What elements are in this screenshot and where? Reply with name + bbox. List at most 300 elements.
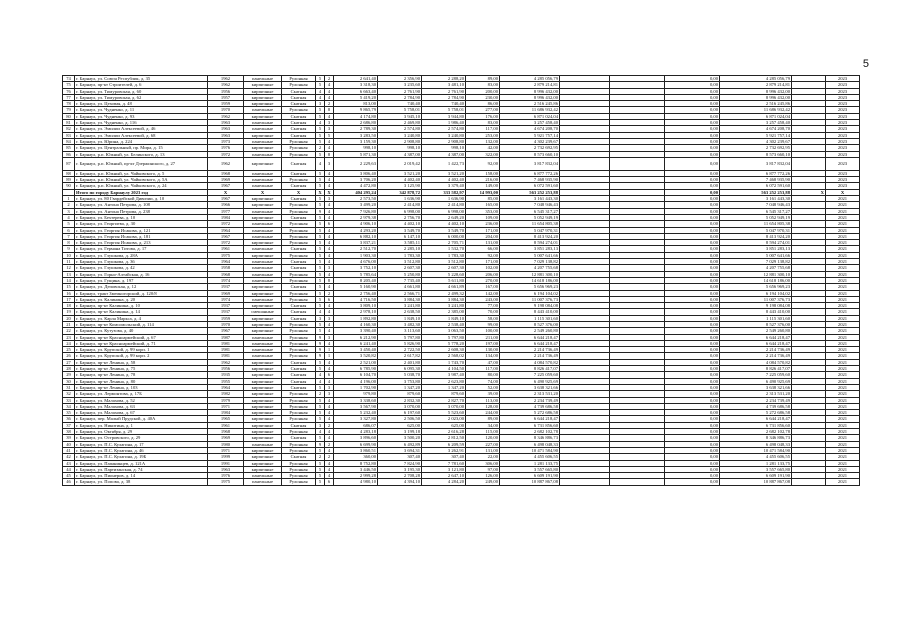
table-cell: 2023 — [826, 113, 860, 119]
table-cell: 3 837,21 — [334, 240, 378, 246]
table-cell: г. Барнаул, ул. Германа Титова, д. 17 — [75, 246, 208, 252]
table-cell: Итого по городу Барнаулу 2023 год — [75, 189, 208, 195]
table-cell: 6 998,00 — [378, 208, 422, 214]
table-cell: г. Барнаул, ул. Малахова, д. 52 — [75, 397, 208, 403]
table-cell: 6 000,00 — [422, 233, 466, 239]
table-cell: 2021 — [826, 196, 860, 202]
table-cell: 0,00 — [665, 372, 720, 378]
table-cell: 2 538,40 — [422, 321, 466, 327]
table-cell: 1 115 301,60 — [720, 315, 792, 321]
table-cell: 6 241,40 — [334, 340, 378, 346]
table-cell: 15 — [63, 284, 75, 290]
table-cell: 1964 — [208, 227, 244, 233]
table-cell: 4 084 570,82 — [500, 359, 560, 365]
table-cell: 6 — [63, 227, 75, 233]
table-cell: 2 978,10 — [334, 309, 378, 315]
table-cell: 4 — [316, 309, 325, 315]
table-cell: 6 072 591,60 — [500, 183, 560, 189]
table-cell: 5 — [316, 151, 325, 157]
table-cell: 1 422,73 — [422, 157, 466, 170]
table-cell: 2 214 736,49 — [500, 347, 560, 353]
table-cell: 7 735,40 — [378, 277, 422, 283]
table-cell: 5 523,60 — [422, 410, 466, 416]
table-cell: г. Барнаул, пр-кт Ленина, д. 75 — [75, 366, 208, 372]
table-cell: 3 235,60 — [378, 82, 422, 88]
table-cell: 1957 — [208, 94, 244, 100]
table-cell: г. Барнаул, ул. Чудненко, д. 116 — [75, 120, 208, 126]
table-cell: 81 — [63, 120, 75, 126]
table-cell: 1 115 301,60 — [500, 315, 560, 321]
table-cell: 5 921 757,14 — [500, 132, 560, 138]
table-cell: 3 257 458,40 — [720, 120, 792, 126]
table-cell: 6 498 048,33 — [720, 441, 792, 447]
table-cell: кирпичные — [244, 328, 282, 334]
table-cell: 7 225 059,60 — [720, 372, 792, 378]
table-cell — [560, 479, 610, 485]
table-cell: 4 — [325, 378, 334, 384]
table-cell: Рулонная — [282, 145, 316, 151]
table-cell: 2 — [325, 441, 334, 447]
table-cell: 1959 — [208, 315, 244, 321]
table-cell: Рулонная — [282, 233, 316, 239]
table-cell: 0,00 — [665, 259, 720, 265]
table-cell: 102,00 — [466, 265, 500, 271]
table-cell: 1970 — [208, 107, 244, 113]
table-cell: 2 607,30 — [422, 265, 466, 271]
table-cell: 3 884,30 — [378, 296, 422, 302]
table-cell: г. Барнаул, ул. Деповская, д. 12 — [75, 284, 208, 290]
table-cell: г. Барнаул, ул. Чудненко, д. 11 — [75, 107, 208, 113]
table-cell: 4 104,50 — [422, 366, 466, 372]
table-cell: 5 — [316, 214, 325, 220]
table-cell: 3 159,30 — [334, 138, 378, 144]
table-cell: 0,00 — [665, 202, 720, 208]
table-cell: 5 — [316, 233, 325, 239]
table-cell: 8 443 410,00 — [500, 309, 560, 315]
table-cell: 236,00 — [466, 221, 500, 227]
table-cell: 0,00 — [665, 303, 720, 309]
table-cell: 0,00 — [665, 221, 720, 227]
table-cell: 85,00 — [466, 196, 500, 202]
table-cell: Рулонная — [282, 397, 316, 403]
table-cell: 4 283,18 — [334, 429, 378, 435]
table-cell: 2 756,40 — [334, 290, 378, 296]
table-cell: 0,00 — [665, 397, 720, 403]
table-cell: Рулонная — [282, 208, 316, 214]
table-cell: 13 — [63, 271, 75, 277]
table-cell: г. Барнаул, пр-кт Ленина, д. 78 — [75, 372, 208, 378]
table-cell: 2021 — [826, 372, 860, 378]
table-cell: панельные — [244, 227, 282, 233]
table-cell: 6 644 218,47 — [720, 334, 792, 340]
table-cell: 2021 — [826, 233, 860, 239]
table-cell: 21 — [63, 321, 75, 327]
table-cell: 92,00 — [466, 157, 500, 170]
table-cell: 5 — [316, 170, 325, 176]
table-cell: 2021 — [826, 240, 860, 246]
table-cell: г. Барнаул, пр-кт Ленина, д. 58 — [75, 359, 208, 365]
table-cell: 0,00 — [665, 460, 720, 466]
table-cell: 2021 — [826, 271, 860, 277]
table-cell: 8 594 274,01 — [720, 240, 792, 246]
table-cell: Рулонная — [282, 441, 316, 447]
table-cell: 9 198 084,08 — [500, 303, 560, 309]
table-cell: 2 573,50 — [334, 196, 378, 202]
table-cell: 333 582,97 — [422, 189, 466, 195]
table-cell: 270,00 — [466, 277, 500, 283]
table-cell: 2023 — [826, 183, 860, 189]
table-cell: Рулонная — [282, 227, 316, 233]
table-cell: 70,00 — [466, 309, 500, 315]
table-cell: 3 161 443,30 — [500, 196, 560, 202]
table-cell: 0,00 — [665, 113, 720, 119]
table-cell: 2 574,80 — [422, 126, 466, 132]
table-cell: 4 160,30 — [334, 321, 378, 327]
table-cell: 5 656 969,23 — [500, 284, 560, 290]
table-cell: 1967 — [208, 328, 244, 334]
table-cell: 2021 — [826, 473, 860, 479]
table-cell: 307,40 — [422, 454, 466, 460]
table-cell: 0,00 — [665, 435, 720, 441]
table-cell: 126,00 — [466, 473, 500, 479]
table-cell — [792, 479, 826, 485]
table-cell: 2 234 739,49 — [500, 397, 560, 403]
table-cell: 6 644 218,47 — [500, 340, 560, 346]
table-cell: 6 197,60 — [378, 410, 422, 416]
table-cell: 2021 — [826, 429, 860, 435]
table-cell: г. Барнаул, ул. 80 Гвардейской Дивизии, д. 10 — [75, 196, 208, 202]
table-cell: г. Барнаул, ул. Горно-Алтайская, д. 16 — [75, 271, 208, 277]
table-cell: 2 — [325, 422, 334, 428]
table-cell: 6 545 317,27 — [500, 208, 560, 214]
table-cell: 2023 — [826, 126, 860, 132]
table-cell: 2 705,71 — [422, 240, 466, 246]
table-cell: 12 — [63, 265, 75, 271]
table-cell: 5 — [316, 479, 325, 485]
table-cell: 0,00 — [665, 138, 720, 144]
table-cell: 1975 — [208, 252, 244, 258]
table-cell: г. Барнаул, ул. Калинина, д. 20 — [75, 296, 208, 302]
table-cell: 2 617,82 — [378, 353, 422, 359]
table-cell: 197,00 — [466, 340, 500, 346]
table-cell: 4 716,50 — [334, 296, 378, 302]
table-cell: 5 — [316, 359, 325, 365]
table-cell: 1974 — [208, 277, 244, 283]
table-cell: 89 — [63, 177, 75, 183]
table-cell: кирпичные — [244, 284, 282, 290]
table-cell: 0,00 — [665, 321, 720, 327]
table-cell: панельные — [244, 76, 282, 82]
table-cell: 4 — [316, 157, 325, 170]
table-cell: кирпичные — [244, 321, 282, 327]
table-cell: 5 — [316, 221, 325, 227]
table-cell: 3 806,40 — [334, 170, 378, 176]
table-cell: 2021 — [826, 378, 860, 384]
table-cell: 0,00 — [665, 422, 720, 428]
table-cell: 4 — [325, 82, 334, 88]
table-cell: г. Барнаул, тракт Змеиногорский, д. 120/8 — [75, 290, 208, 296]
table-cell: 2 019,42 — [378, 157, 422, 170]
table-cell: 0,00 — [665, 126, 720, 132]
table-cell: 3 063,50 — [422, 328, 466, 334]
table-cell: 0,00 — [665, 151, 720, 157]
table-cell: 4 402,10 — [378, 221, 422, 227]
table-cell: г. Барнаул, ул. Гущина, д. 197 — [75, 277, 208, 283]
table-cell: 2 516 245,86 — [720, 101, 792, 107]
table-cell: 2021 — [826, 309, 860, 315]
table-cell: кирпичные — [244, 157, 282, 170]
table-cell: 2 732 692,95 — [720, 145, 792, 151]
table-cell: кирпичные — [244, 466, 282, 472]
table-cell: Рулонная — [282, 277, 316, 283]
table-cell: 1937 — [208, 309, 244, 315]
table-cell: 4 — [325, 138, 334, 144]
table-cell: 5 797,80 — [422, 334, 466, 340]
table-cell: 2021 — [826, 252, 860, 258]
table-cell: 2 499,32 — [422, 290, 466, 296]
table-cell: 277,00 — [466, 107, 500, 113]
table-cell: 4 — [325, 328, 334, 334]
table-cell: 244,00 — [466, 410, 500, 416]
table-cell: 4 — [325, 183, 334, 189]
table-cell: 130,00 — [466, 347, 500, 353]
table-cell: 0,00 — [665, 271, 720, 277]
table-cell: 9 865,79 — [334, 107, 378, 113]
table-cell: 89,00 — [466, 76, 500, 82]
table-cell: 2 566,71 — [378, 290, 422, 296]
table-cell: 3 — [325, 315, 334, 321]
table-cell: 3 944,80 — [422, 113, 466, 119]
table-cell: 14 993,00 — [466, 189, 500, 195]
table-cell: 404 295,24 — [334, 189, 378, 195]
table-cell: 10 471 584,90 — [720, 447, 792, 453]
table-cell: 9 — [316, 340, 325, 346]
table-cell: 5 — [316, 252, 325, 258]
table-cell: 6 998,00 — [422, 208, 466, 214]
table-cell: панельные — [244, 271, 282, 277]
table-cell: кирпичные — [244, 391, 282, 397]
table-cell: 1 — [63, 196, 75, 202]
table-cell: 5 — [316, 410, 325, 416]
table-cell: 45 — [63, 473, 75, 479]
table-cell: 10 471 584,90 — [500, 447, 560, 453]
table-cell: Рулонная — [282, 221, 316, 227]
table-cell: 1937 — [208, 284, 244, 290]
table-cell: 0,00 — [665, 416, 720, 422]
table-cell: 2 616,28 — [422, 429, 466, 435]
table-cell: 1968 — [208, 429, 244, 435]
table-cell: 2021 — [826, 397, 860, 403]
table-cell: 5 — [316, 126, 325, 132]
table-cell: 4 387,00 — [378, 151, 422, 157]
table-cell: 5 052 949,19 — [500, 214, 560, 220]
table-cell: 1982 — [208, 391, 244, 397]
table-cell: 5 — [316, 259, 325, 265]
table-cell: 8 996 432,00 — [720, 94, 792, 100]
repair-program-table — [62, 75, 860, 486]
table-cell: 0,00 — [665, 107, 720, 113]
table-cell: 2 638,50 — [378, 309, 422, 315]
table-cell: 18 — [63, 303, 75, 309]
table-cell: 0,00 — [665, 403, 720, 409]
table-cell: кирпичные — [244, 435, 282, 441]
table-cell: 1968 — [208, 170, 244, 176]
table-cell: 1991 — [208, 460, 244, 466]
table-cell: 42,00 — [466, 145, 500, 151]
table-cell: 2021 — [826, 391, 860, 397]
table-cell: 86 — [63, 151, 75, 157]
table-cell: 4 285 056,79 — [720, 76, 792, 82]
table-cell: 0,00 — [665, 196, 720, 202]
table-cell: 5 — [325, 132, 334, 138]
table-cell: 2 516 245,86 — [500, 101, 560, 107]
table-cell: 5 272 686,58 — [500, 410, 560, 416]
table-cell: 29 — [63, 372, 75, 378]
table-cell: 4 472,80 — [334, 183, 378, 189]
table-cell: 7 468 935,90 — [500, 177, 560, 183]
table-cell: 4 — [325, 359, 334, 365]
table-cell: 39,00 — [466, 391, 500, 397]
table-cell: 0,00 — [665, 284, 720, 290]
table-cell: 1972 — [208, 240, 244, 246]
table-cell: 37 — [63, 422, 75, 428]
table-cell: 3 070,00 — [422, 403, 466, 409]
table-cell: 4 — [316, 88, 325, 94]
table-cell: 5 — [316, 246, 325, 252]
table-cell: 8 205,40 — [334, 277, 378, 283]
table-cell: 1968 — [208, 271, 244, 277]
table-cell: 0,00 — [665, 479, 720, 485]
table-cell: 9 — [316, 334, 325, 340]
table-cell: 1975 — [208, 479, 244, 485]
table-cell: Рулонная — [282, 460, 316, 466]
table-cell: 4 — [316, 378, 325, 384]
table-cell: Скатная — [282, 265, 316, 271]
table-cell: 3 809,10 — [334, 303, 378, 309]
table-cell: 0,00 — [665, 328, 720, 334]
table-cell: 8 527 376,00 — [720, 321, 792, 327]
table-cell: X — [208, 189, 244, 195]
table-cell: 998,10 — [422, 145, 466, 151]
table-cell: Скатная — [282, 366, 316, 372]
table-cell: 2 574,80 — [378, 126, 422, 132]
table-cell: 4 — [325, 252, 334, 258]
table-cell: кирпичные — [244, 454, 282, 460]
table-cell: 4 174,80 — [334, 113, 378, 119]
table-cell: г. Барнаул, ул. Пионеров, д. 14 — [75, 473, 208, 479]
table-cell: кирпичные — [244, 372, 282, 378]
table-cell: 3 450,40 — [334, 347, 378, 353]
table-cell: 4 — [325, 202, 334, 208]
table-cell: г. Барнаул, ул. Георгия Исакова, д. 121 — [75, 227, 208, 233]
table-cell: панельные — [244, 151, 282, 157]
table-cell: 1971 — [208, 403, 244, 409]
table-cell: 30 — [63, 378, 75, 384]
table-cell: Скатная — [282, 378, 316, 384]
table-cell: 1977 — [208, 208, 244, 214]
table-cell: 2 756,70 — [378, 214, 422, 220]
table-cell: 625,00 — [378, 422, 422, 428]
table-cell: 0,00 — [665, 208, 720, 214]
table-cell: г. Барнаул, ул. Бехтерева, д. 10 — [75, 214, 208, 220]
table-cell: 2023 — [826, 157, 860, 170]
table-cell: кирпичные — [244, 94, 282, 100]
table-cell: 1962 — [208, 76, 244, 82]
table-cell: 0,00 — [665, 277, 720, 283]
table-cell: 1987 — [208, 334, 244, 340]
table-cell: 0,00 — [665, 240, 720, 246]
table-cell: Скатная — [282, 315, 316, 321]
table-cell: 6 877 772,26 — [720, 170, 792, 176]
table-cell: 5 — [316, 328, 325, 334]
table-cell: кирпичные — [244, 410, 282, 416]
table-cell: 6 — [325, 479, 334, 485]
table-cell: кирпичные — [244, 384, 282, 390]
table-cell: Скатная — [282, 94, 316, 100]
table-cell: 2 — [325, 101, 334, 107]
table-cell: 6 072 591,60 — [720, 183, 792, 189]
table-cell: кирпичные — [244, 88, 282, 94]
table-cell: 5 — [63, 221, 75, 227]
table-cell: 0,00 — [665, 252, 720, 258]
table-cell: 5 — [316, 277, 325, 283]
table-cell: 2021 — [826, 227, 860, 233]
table-cell: 0,00 — [665, 359, 720, 365]
table-cell: 4 980,10 — [334, 479, 378, 485]
table-cell: 2021 — [826, 384, 860, 390]
table-cell: 1980 — [208, 441, 244, 447]
table-cell: 1 892,80 — [334, 315, 378, 321]
table-cell: г. Барнаул, ул. Глушкова, д. 36 — [75, 259, 208, 265]
table-cell: 9 198 084,08 — [720, 303, 792, 309]
table-cell: панельные — [244, 277, 282, 283]
table-cell: 117,00 — [466, 366, 500, 372]
table-cell: 11 007 376,73 — [500, 296, 560, 302]
table-cell: 4 739 686,58 — [720, 403, 792, 409]
table-cell: 1958 — [208, 265, 244, 271]
table-cell: г. Барнаул, ул. Крупской, д. 99 корп. 1 — [75, 347, 208, 353]
table-cell: Рулонная — [282, 447, 316, 453]
table-cell: 5 052 949,19 — [720, 214, 792, 220]
table-cell: 176,00 — [466, 113, 500, 119]
table-cell: г. Барнаул, ул. Никитина, д. 1 — [75, 422, 208, 428]
table-cell: панельные — [244, 473, 282, 479]
table-cell: 740,40 — [422, 101, 466, 107]
table-cell: 306,00 — [466, 460, 500, 466]
table-cell: 3 638 321,66 — [500, 384, 560, 390]
table-cell: Скатная — [282, 101, 316, 107]
table-cell: 1 849,10 — [422, 315, 466, 321]
table-cell: 2 761,90 — [422, 88, 466, 94]
table-cell: г. Барнаул, ул. Юрина, д. 224 — [75, 138, 208, 144]
table-cell: 2021 — [826, 221, 860, 227]
table-cell: Скатная — [282, 113, 316, 119]
table-cell: 77,00 — [466, 303, 500, 309]
table-cell: 563 252 253,88 — [500, 189, 560, 195]
table-cell: Скатная — [282, 183, 316, 189]
table-cell: 90 — [63, 183, 75, 189]
table-cell: 3 884,30 — [422, 296, 466, 302]
table-cell: 3 — [325, 384, 334, 390]
table-cell: панельные — [244, 177, 282, 183]
table-cell: 4 — [325, 259, 334, 265]
table-cell: 6 644 218,47 — [720, 416, 792, 422]
table-cell: 1 636,90 — [378, 196, 422, 202]
table-cell: 6 490 925,69 — [500, 378, 560, 384]
table-cell: г. Барнаул, ул. Чудненко, д. 93 — [75, 113, 208, 119]
table-cell: 3 896,60 — [334, 435, 378, 441]
table-cell: г. Барнаул, ул. Антона Петрова, д. 108 — [75, 202, 208, 208]
